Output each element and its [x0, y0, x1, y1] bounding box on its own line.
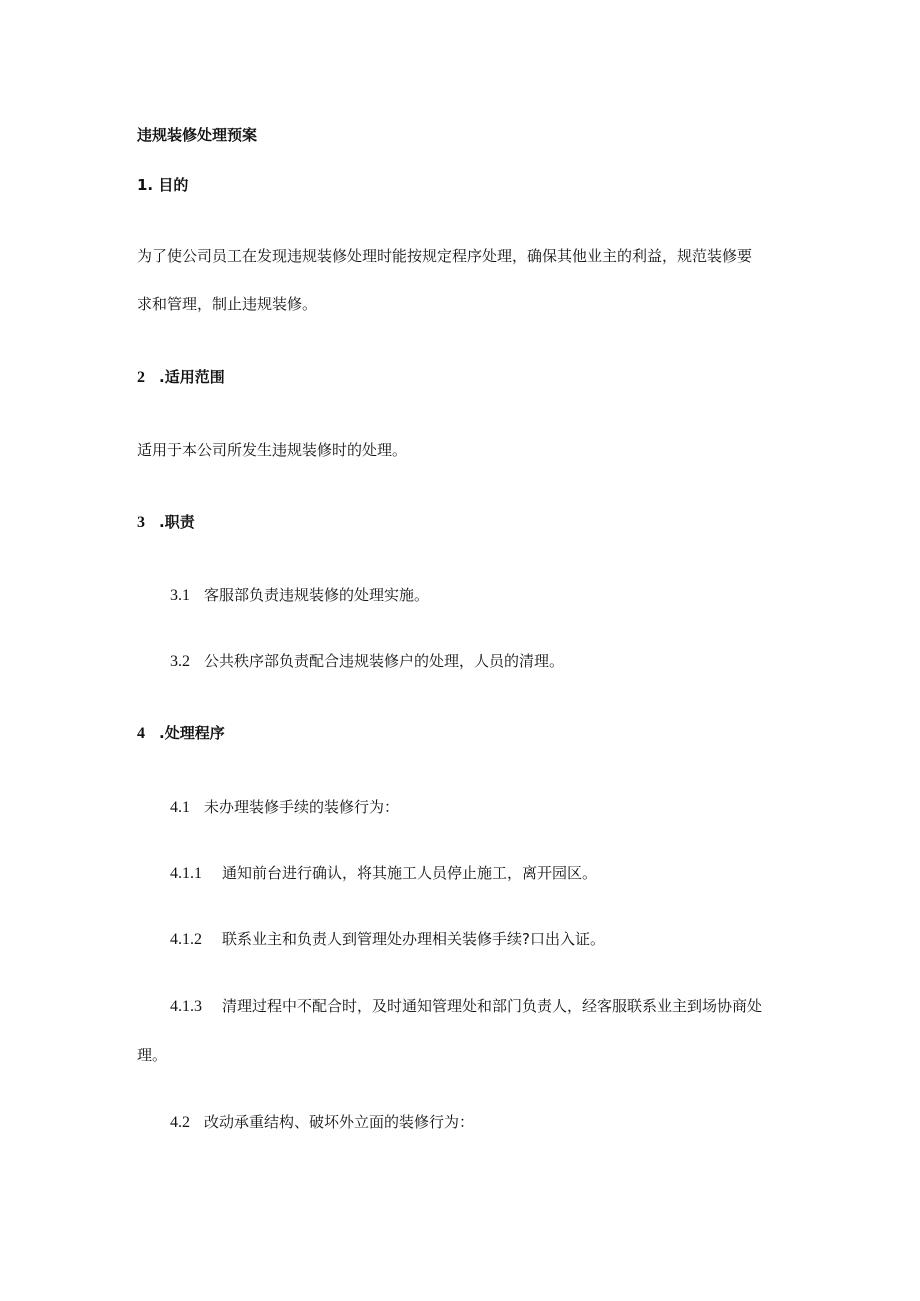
section-3-number: 3 — [137, 514, 145, 531]
section-3-title: .职责 — [159, 513, 195, 531]
item-4-1-1-number: 4.1.1 — [170, 865, 202, 882]
document-title: 违规装修处理预案 — [137, 126, 258, 144]
item-4-1-3-text: 清理过程中不配合时，及时通知管理处和部门负责人，经客服联系业主到场协商处 — [222, 997, 763, 1015]
item-3-1-text: 客服部负责违规装修的处理实施。 — [204, 586, 430, 604]
item-3-2 — [170, 651, 564, 672]
item-4-2-number: 4.2 — [170, 1114, 190, 1131]
section-1-title: 目的 — [158, 176, 189, 194]
section-3-heading — [137, 512, 195, 533]
section-2-title: .适用范围 — [159, 368, 225, 386]
section-2-number: 2 — [137, 369, 145, 386]
item-4-1 — [170, 797, 399, 818]
item-3-1 — [170, 585, 429, 606]
item-4-1-number: 4.1 — [170, 799, 190, 816]
item-4-1-3-continuation: 理。 — [137, 1046, 168, 1064]
item-3-2-number: 3.2 — [170, 653, 190, 670]
item-4-1-1-text: 通知前台进行确认，将其施工人员停止施工，离开园区。 — [222, 864, 598, 882]
section-1-heading — [137, 175, 188, 195]
item-4-1-2-text: 联系业主和负责人到管理处办理相关装修手续?口出入证。 — [222, 930, 605, 948]
section-1-paragraph-line-2: 求和管理，制止违规装修。 — [137, 295, 318, 313]
section-4-heading — [137, 723, 225, 744]
section-4-title: .处理程序 — [159, 724, 225, 742]
item-4-1-text: 未办理装修手续的装修行为： — [204, 798, 400, 816]
section-2-paragraph: 适用于本公司所发生违规装修时的处理。 — [137, 441, 408, 459]
item-4-1-1 — [170, 863, 597, 884]
section-4-number: 4 — [137, 725, 145, 742]
section-2-heading — [137, 367, 225, 388]
item-4-1-3 — [170, 996, 762, 1017]
item-3-2-text: 公共秩序部负责配合违规装修户的处理，人员的清理。 — [204, 652, 565, 670]
item-4-2-text: 改动承重结构、破坏外立面的装修行为： — [204, 1113, 475, 1131]
item-4-2 — [170, 1112, 474, 1133]
item-3-1-number: 3.1 — [170, 587, 190, 604]
section-1-number: 1. — [137, 176, 154, 194]
item-4-1-2 — [170, 929, 605, 950]
item-4-1-3-number: 4.1.3 — [170, 998, 202, 1015]
section-1-paragraph-line-1: 为了使公司员工在发现违规装修处理时能按规定程序处理，确保其他业主的利益，规范装修要 — [137, 247, 753, 265]
item-4-1-2-number: 4.1.2 — [170, 931, 202, 948]
